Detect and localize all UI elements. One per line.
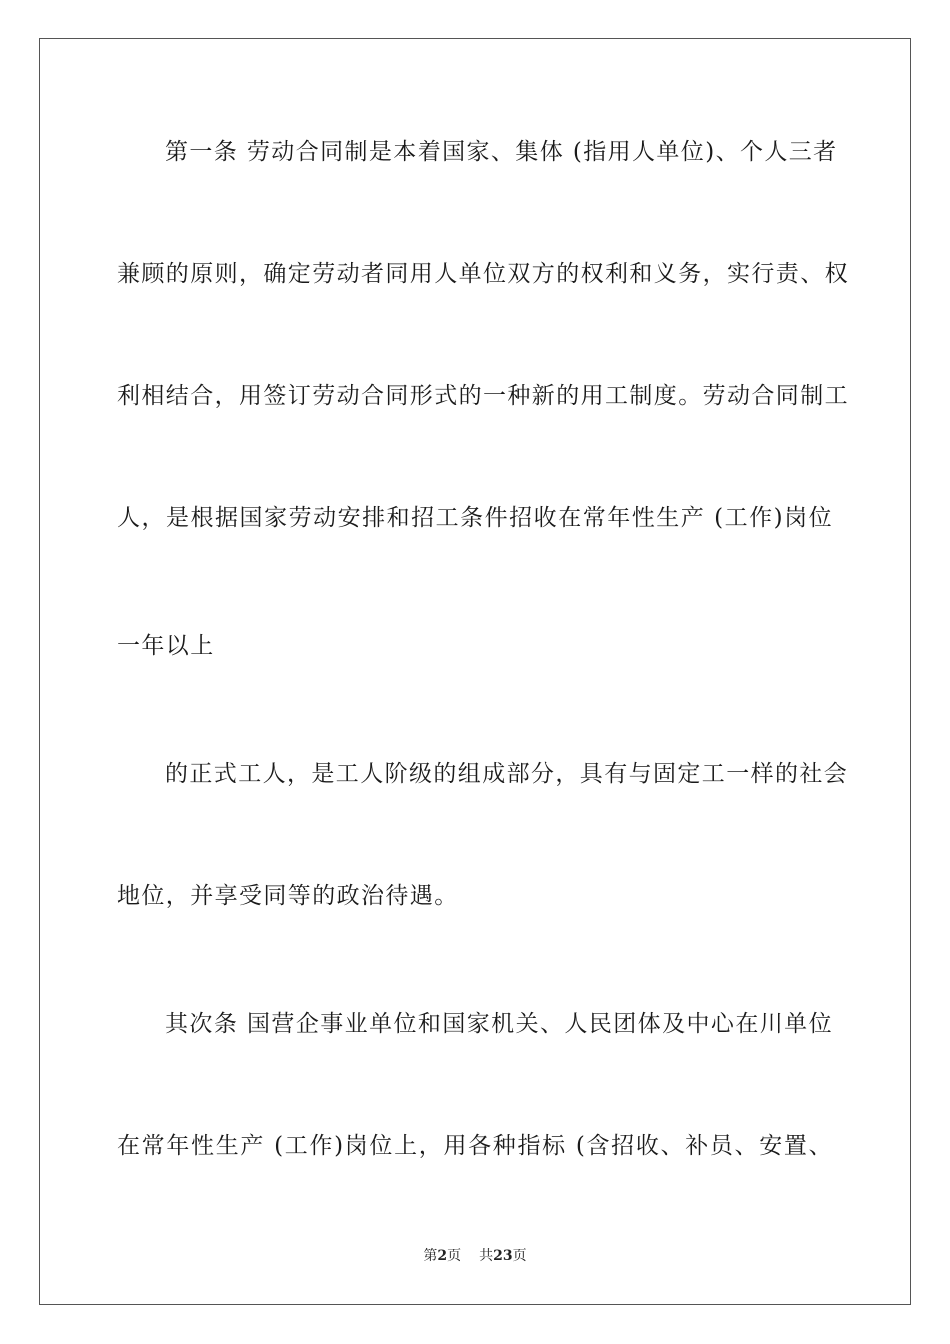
page-border — [39, 38, 911, 1305]
paragraph-line: 利相结合，用签订劳动合同形式的一种新的用工制度。劳动合同制工 — [117, 383, 849, 409]
total-pages: 23 — [493, 1248, 513, 1264]
paragraph-line: 其次条 国营企事业单位和国家机关、人民团体及中心在川单位 — [165, 1011, 833, 1037]
paragraph-line: 的正式工人，是工人阶级的组成部分，具有与固定工一样的社会 — [165, 761, 849, 787]
page-suffix: 页 — [447, 1248, 462, 1264]
paragraph-line: 人，是根据国家劳动安排和招工条件招收在常年性生产 (工作)岗位 — [117, 505, 833, 531]
paragraph-line: 在常年性生产 (工作)岗位上，用各种指标 (含招收、补员、安置、 — [117, 1133, 833, 1159]
total-suffix: 页 — [512, 1248, 527, 1264]
paragraph-line: 兼顾的原则，确定劳动者同用人单位双方的权利和义务，实行责、权 — [117, 261, 849, 287]
paragraph-line: 地位，并享受同等的政治待遇。 — [117, 883, 459, 909]
page-number: 2 — [437, 1248, 448, 1264]
page-prefix: 第 — [423, 1248, 438, 1264]
paragraph-line: 一年以上 — [117, 633, 215, 659]
page-footer — [0, 1246, 950, 1266]
paragraph-line: 第一条 劳动合同制是本着国家、集体 (指用人单位)、个人三者 — [165, 139, 838, 165]
total-prefix: 共 — [479, 1248, 494, 1264]
